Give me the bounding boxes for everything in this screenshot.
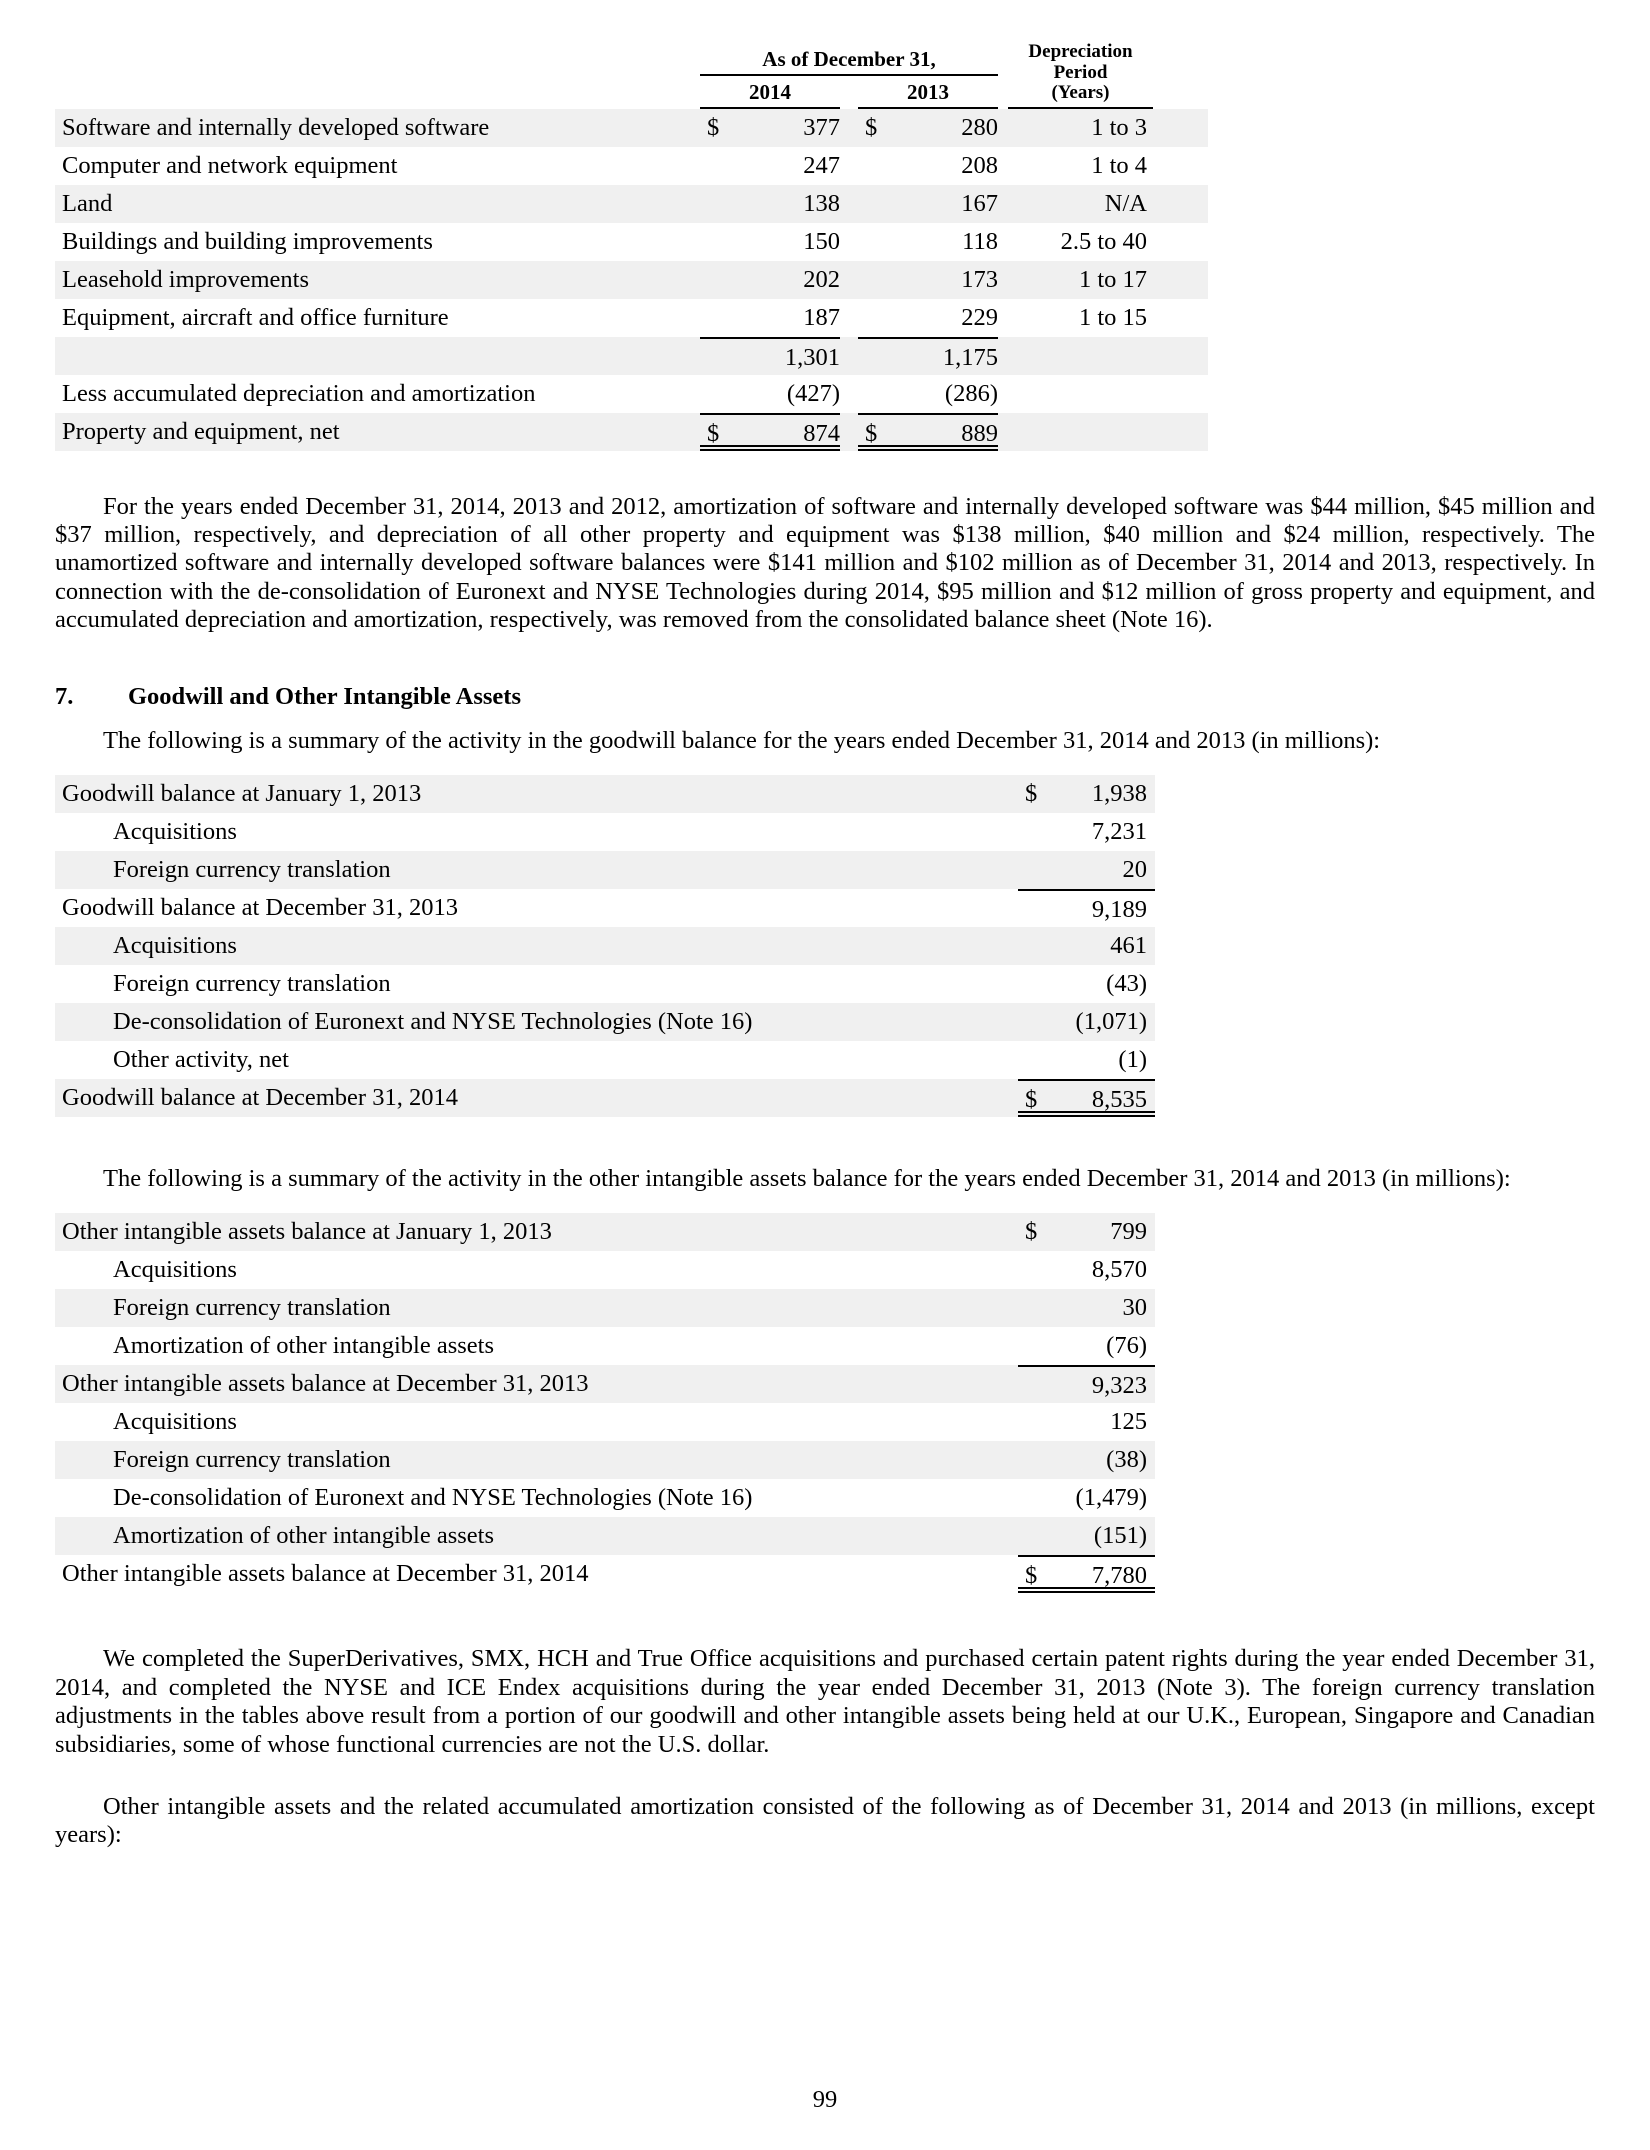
property-equipment-table: [55, 42, 1208, 451]
property-table-header: [55, 42, 1208, 109]
depreciation-header-line: (Years): [1051, 82, 1110, 104]
currency-symbol: [700, 223, 735, 261]
goodwill-table-row: [55, 1041, 1155, 1079]
value-2013: 280: [961, 113, 998, 141]
currency-symbol: [858, 223, 893, 261]
row-label: Acquisitions: [113, 931, 237, 959]
row-label: Goodwill balance at January 1, 2013: [62, 779, 422, 807]
currency-symbol: [858, 337, 893, 375]
depreciation-period: [1008, 413, 1153, 451]
column-header-2014: 2014: [700, 76, 840, 109]
value-2013: (286): [944, 379, 998, 407]
currency-symbol: [1018, 1041, 1051, 1079]
spacer: [998, 375, 1008, 413]
value-2014: 247: [803, 151, 840, 179]
spacer: [998, 261, 1008, 299]
property-table-row: [55, 413, 1208, 451]
value-2013: 229: [961, 303, 998, 331]
intangibles-table: [55, 1213, 1155, 1593]
value-2013: 173: [961, 265, 998, 293]
value-2013: 1,175: [893, 337, 998, 375]
row-label: Other activity, net: [113, 1045, 289, 1073]
currency-symbol: [700, 185, 735, 223]
value: (43): [1106, 969, 1147, 997]
row-label: De-consolidation of Euronext and NYSE Technologies (Note 16): [113, 1484, 753, 1512]
row-label: Goodwill balance at December 31, 2014: [62, 1083, 458, 1111]
currency-symbol: [858, 185, 893, 223]
row-label: De-consolidation of Euronext and NYSE Technologies (Note 16): [113, 1007, 753, 1035]
currency-symbol: $: [1025, 779, 1038, 807]
currency-symbol: $: [1018, 1079, 1051, 1117]
intangibles-table-row: [55, 1403, 1155, 1441]
currency-symbol: [858, 261, 893, 299]
section-title: Goodwill and Other Intangible Assets: [128, 682, 521, 710]
currency-symbol: [858, 299, 893, 337]
depreciation-period: 1 to 3: [1091, 113, 1147, 141]
intangibles-table-row: [55, 1479, 1155, 1517]
depreciation-period: 1 to 15: [1078, 303, 1147, 331]
intangibles-intro-paragraph: The following is a summary of the activity in the other intangible assets balance for the years ended December 31, 2014 and 2013 (in millions):: [103, 1164, 1511, 1192]
currency-symbol: $: [858, 413, 893, 451]
row-label: Land: [62, 189, 113, 217]
value-2014: 1,301: [735, 337, 840, 375]
as-of-header-block: [700, 47, 998, 109]
row-label: Amortization of other intangible assets: [113, 1522, 495, 1550]
currency-symbol: [1018, 1251, 1051, 1289]
spacer: [998, 185, 1008, 223]
value-2014: (427): [786, 379, 840, 407]
row-label: Other intangible assets balance at January 1, 2013: [62, 1218, 552, 1246]
currency-symbol: [1018, 1441, 1051, 1479]
row-label: Amortization of other intangible assets: [113, 1332, 495, 1360]
property-table-row: [55, 337, 1208, 375]
row-label: Goodwill balance at December 31, 2013: [62, 893, 458, 921]
value: (151): [1093, 1522, 1147, 1550]
value: 8,570: [1091, 1256, 1147, 1284]
page-number: 99: [812, 2086, 838, 2113]
currency-symbol: [1018, 965, 1051, 1003]
goodwill-table-row: [55, 813, 1155, 851]
currency-symbol: [1018, 851, 1051, 889]
property-table-row: [55, 299, 1208, 337]
currency-symbol: [1018, 889, 1051, 927]
currency-symbol: [700, 261, 735, 299]
value: 7,780: [1051, 1555, 1155, 1593]
spacer: [998, 109, 1008, 147]
currency-symbol: [700, 337, 735, 375]
row-label: Other intangible assets balance at December 31, 2014: [62, 1560, 589, 1588]
currency-symbol: [700, 147, 735, 185]
section-7-heading: [55, 683, 1595, 711]
goodwill-table-row: [55, 775, 1155, 813]
currency-symbol: [1018, 1365, 1051, 1403]
value: 9,189: [1051, 889, 1155, 927]
currency-symbol: $: [707, 113, 720, 141]
document-page: [55, 41, 1595, 2113]
goodwill-table-row: [55, 927, 1155, 965]
property-table-row: [55, 261, 1208, 299]
row-label: Computer and network equipment: [62, 151, 398, 179]
spacer: [840, 261, 858, 299]
goodwill-intro-paragraph: The following is a summary of the activity in the goodwill balance for the years ended December 31, 2014 and 2013 (in millions):: [103, 726, 1381, 754]
spacer: [840, 147, 858, 185]
value: 8,535: [1051, 1079, 1155, 1117]
value: (1): [1118, 1045, 1147, 1073]
row-label: Foreign currency translation: [113, 969, 391, 997]
value-2014: 187: [803, 303, 840, 331]
column-header-2013: 2013: [858, 76, 998, 109]
currency-symbol: [1018, 1327, 1051, 1365]
acquisitions-paragraph: We completed the SuperDerivatives, SMX, HCH and True Office acquisitions and purchased certain patent rights during the year ended December 31, 2014, and completed the NYSE and ICE Endex acquisitions during the year ended December 31, 2013 (Note 3). The foreign currency translation adjustments in the tables above result from a portion of our goodwill and other intangible assets being held at our U.K., European, Singapore and Canadian subsidiaries, some of whose functional currencies are not the U.S. dollar.: [55, 1645, 1595, 1758]
value: (1,071): [1075, 1007, 1147, 1035]
depreciation-header-line: Period: [1053, 61, 1108, 83]
value: 7,231: [1091, 817, 1147, 845]
intangibles-table-row: [55, 1327, 1155, 1365]
value-2013: 889: [893, 413, 998, 451]
goodwill-table: [55, 775, 1155, 1117]
spacer: [840, 337, 858, 375]
depreciation-period: 2.5 to 40: [1060, 227, 1147, 255]
goodwill-table-rows: [55, 775, 1155, 1117]
goodwill-table-row: [55, 965, 1155, 1003]
goodwill-table-row: [55, 1079, 1155, 1117]
currency-symbol: $: [700, 413, 735, 451]
currency-symbol: [858, 375, 893, 413]
value: (1,479): [1075, 1484, 1147, 1512]
value-2013: 118: [962, 227, 998, 255]
property-table-row: [55, 185, 1208, 223]
currency-symbol: [1018, 813, 1051, 851]
depreciation-period: [1008, 337, 1153, 375]
property-table-rows: [55, 109, 1208, 451]
currency-symbol: $: [865, 113, 878, 141]
value-2014: 150: [803, 227, 840, 255]
as-of-date-header: As of December 31,: [700, 47, 998, 76]
currency-symbol: [700, 299, 735, 337]
row-label: Equipment, aircraft and office furniture: [62, 303, 449, 331]
currency-symbol: [1018, 1289, 1051, 1327]
row-label: Foreign currency translation: [113, 1294, 391, 1322]
value: 799: [1110, 1218, 1147, 1246]
value: 30: [1122, 1294, 1147, 1322]
value: (76): [1106, 1332, 1147, 1360]
property-table-row: [55, 223, 1208, 261]
spacer: [840, 299, 858, 337]
currency-symbol: [1018, 1003, 1051, 1041]
currency-symbol: $: [1025, 1218, 1038, 1246]
value-2014: 138: [803, 189, 840, 217]
row-label: Other intangible assets balance at December 31, 2013: [62, 1370, 589, 1398]
depreciation-period-header: [1008, 42, 1153, 109]
column-gap: [840, 76, 858, 109]
goodwill-table-row: [55, 889, 1155, 927]
spacer: [840, 413, 858, 451]
row-label: Property and equipment, net: [62, 417, 340, 445]
spacer: [840, 223, 858, 261]
row-label: Acquisitions: [113, 1408, 237, 1436]
currency-symbol: $: [1018, 1555, 1051, 1593]
amortization-paragraph: For the years ended December 31, 2014, 2013 and 2012, amortization of software and internally developed software was $44 million, $45 million and $37 million, respectively, and depreciation of all other property and equipment was $138 million, $40 million and $24 million, respectively. The unamortized software and internally developed software balances were $141 million and $102 million as of December 31, 2014 and 2013, respectively. In connection with the de-consolidation of Euronext and NYSE Technologies during 2014, $95 million and $12 million of gross property and equipment, and accumulated depreciation and amortization, respectively, was removed from the consolidated balance sheet (Note 16).: [55, 492, 1595, 634]
row-label: Less accumulated depreciation and amortization: [62, 379, 536, 407]
section-number: 7.: [55, 682, 74, 710]
year-columns: [700, 76, 998, 109]
value-2013: 167: [961, 189, 998, 217]
intangibles-table-row: [55, 1517, 1155, 1555]
row-label: [55, 337, 700, 375]
goodwill-table-row: [55, 1003, 1155, 1041]
row-label: Acquisitions: [113, 817, 237, 845]
property-table-row: [55, 147, 1208, 185]
currency-symbol: [858, 147, 893, 185]
property-table-row: [55, 375, 1208, 413]
value: 461: [1110, 931, 1147, 959]
spacer: [840, 109, 858, 147]
row-label: Foreign currency translation: [113, 1446, 391, 1474]
depreciation-period: 1 to 17: [1078, 265, 1147, 293]
intangibles-table-row: [55, 1289, 1155, 1327]
spacer: [998, 223, 1008, 261]
spacer: [998, 413, 1008, 451]
spacer: [840, 185, 858, 223]
row-label: Foreign currency translation: [113, 855, 391, 883]
goodwill-table-row: [55, 851, 1155, 889]
accumulated-amortization-paragraph: Other intangible assets and the related accumulated amortization consisted of the following as of December 31, 2014 and 2013 (in millions, except years):: [55, 1793, 1595, 1849]
currency-symbol: [1018, 927, 1051, 965]
row-label: Software and internally developed software: [62, 113, 490, 141]
intangibles-table-row: [55, 1555, 1155, 1593]
row-label: Buildings and building improvements: [62, 227, 433, 255]
value: 125: [1110, 1408, 1147, 1436]
value: 9,323: [1051, 1365, 1155, 1403]
value-2013: 208: [961, 151, 998, 179]
value-2014: 874: [735, 413, 840, 451]
spacer: [998, 147, 1008, 185]
row-label: Leasehold improvements: [62, 265, 309, 293]
intangibles-table-row: [55, 1441, 1155, 1479]
depreciation-period: 1 to 4: [1091, 151, 1147, 179]
value-2014: 202: [803, 265, 840, 293]
currency-symbol: [1018, 1403, 1051, 1441]
depreciation-period: N/A: [1104, 189, 1147, 217]
value-2014: 377: [803, 113, 840, 141]
intangibles-table-row: [55, 1213, 1155, 1251]
intangibles-table-rows: [55, 1213, 1155, 1593]
property-table-row: [55, 109, 1208, 147]
spacer: [998, 299, 1008, 337]
depreciation-header-line: Depreciation: [1028, 41, 1133, 62]
depreciation-period: [1008, 375, 1153, 413]
intangibles-table-row: [55, 1251, 1155, 1289]
intangibles-table-row: [55, 1365, 1155, 1403]
currency-symbol: [1018, 1479, 1051, 1517]
currency-symbol: [1018, 1517, 1051, 1555]
spacer: [998, 337, 1008, 375]
row-label: Acquisitions: [113, 1256, 237, 1284]
spacer: [840, 375, 858, 413]
value: 1,938: [1091, 779, 1147, 807]
value: (38): [1106, 1446, 1147, 1474]
currency-symbol: [700, 375, 735, 413]
value: 20: [1122, 855, 1147, 883]
